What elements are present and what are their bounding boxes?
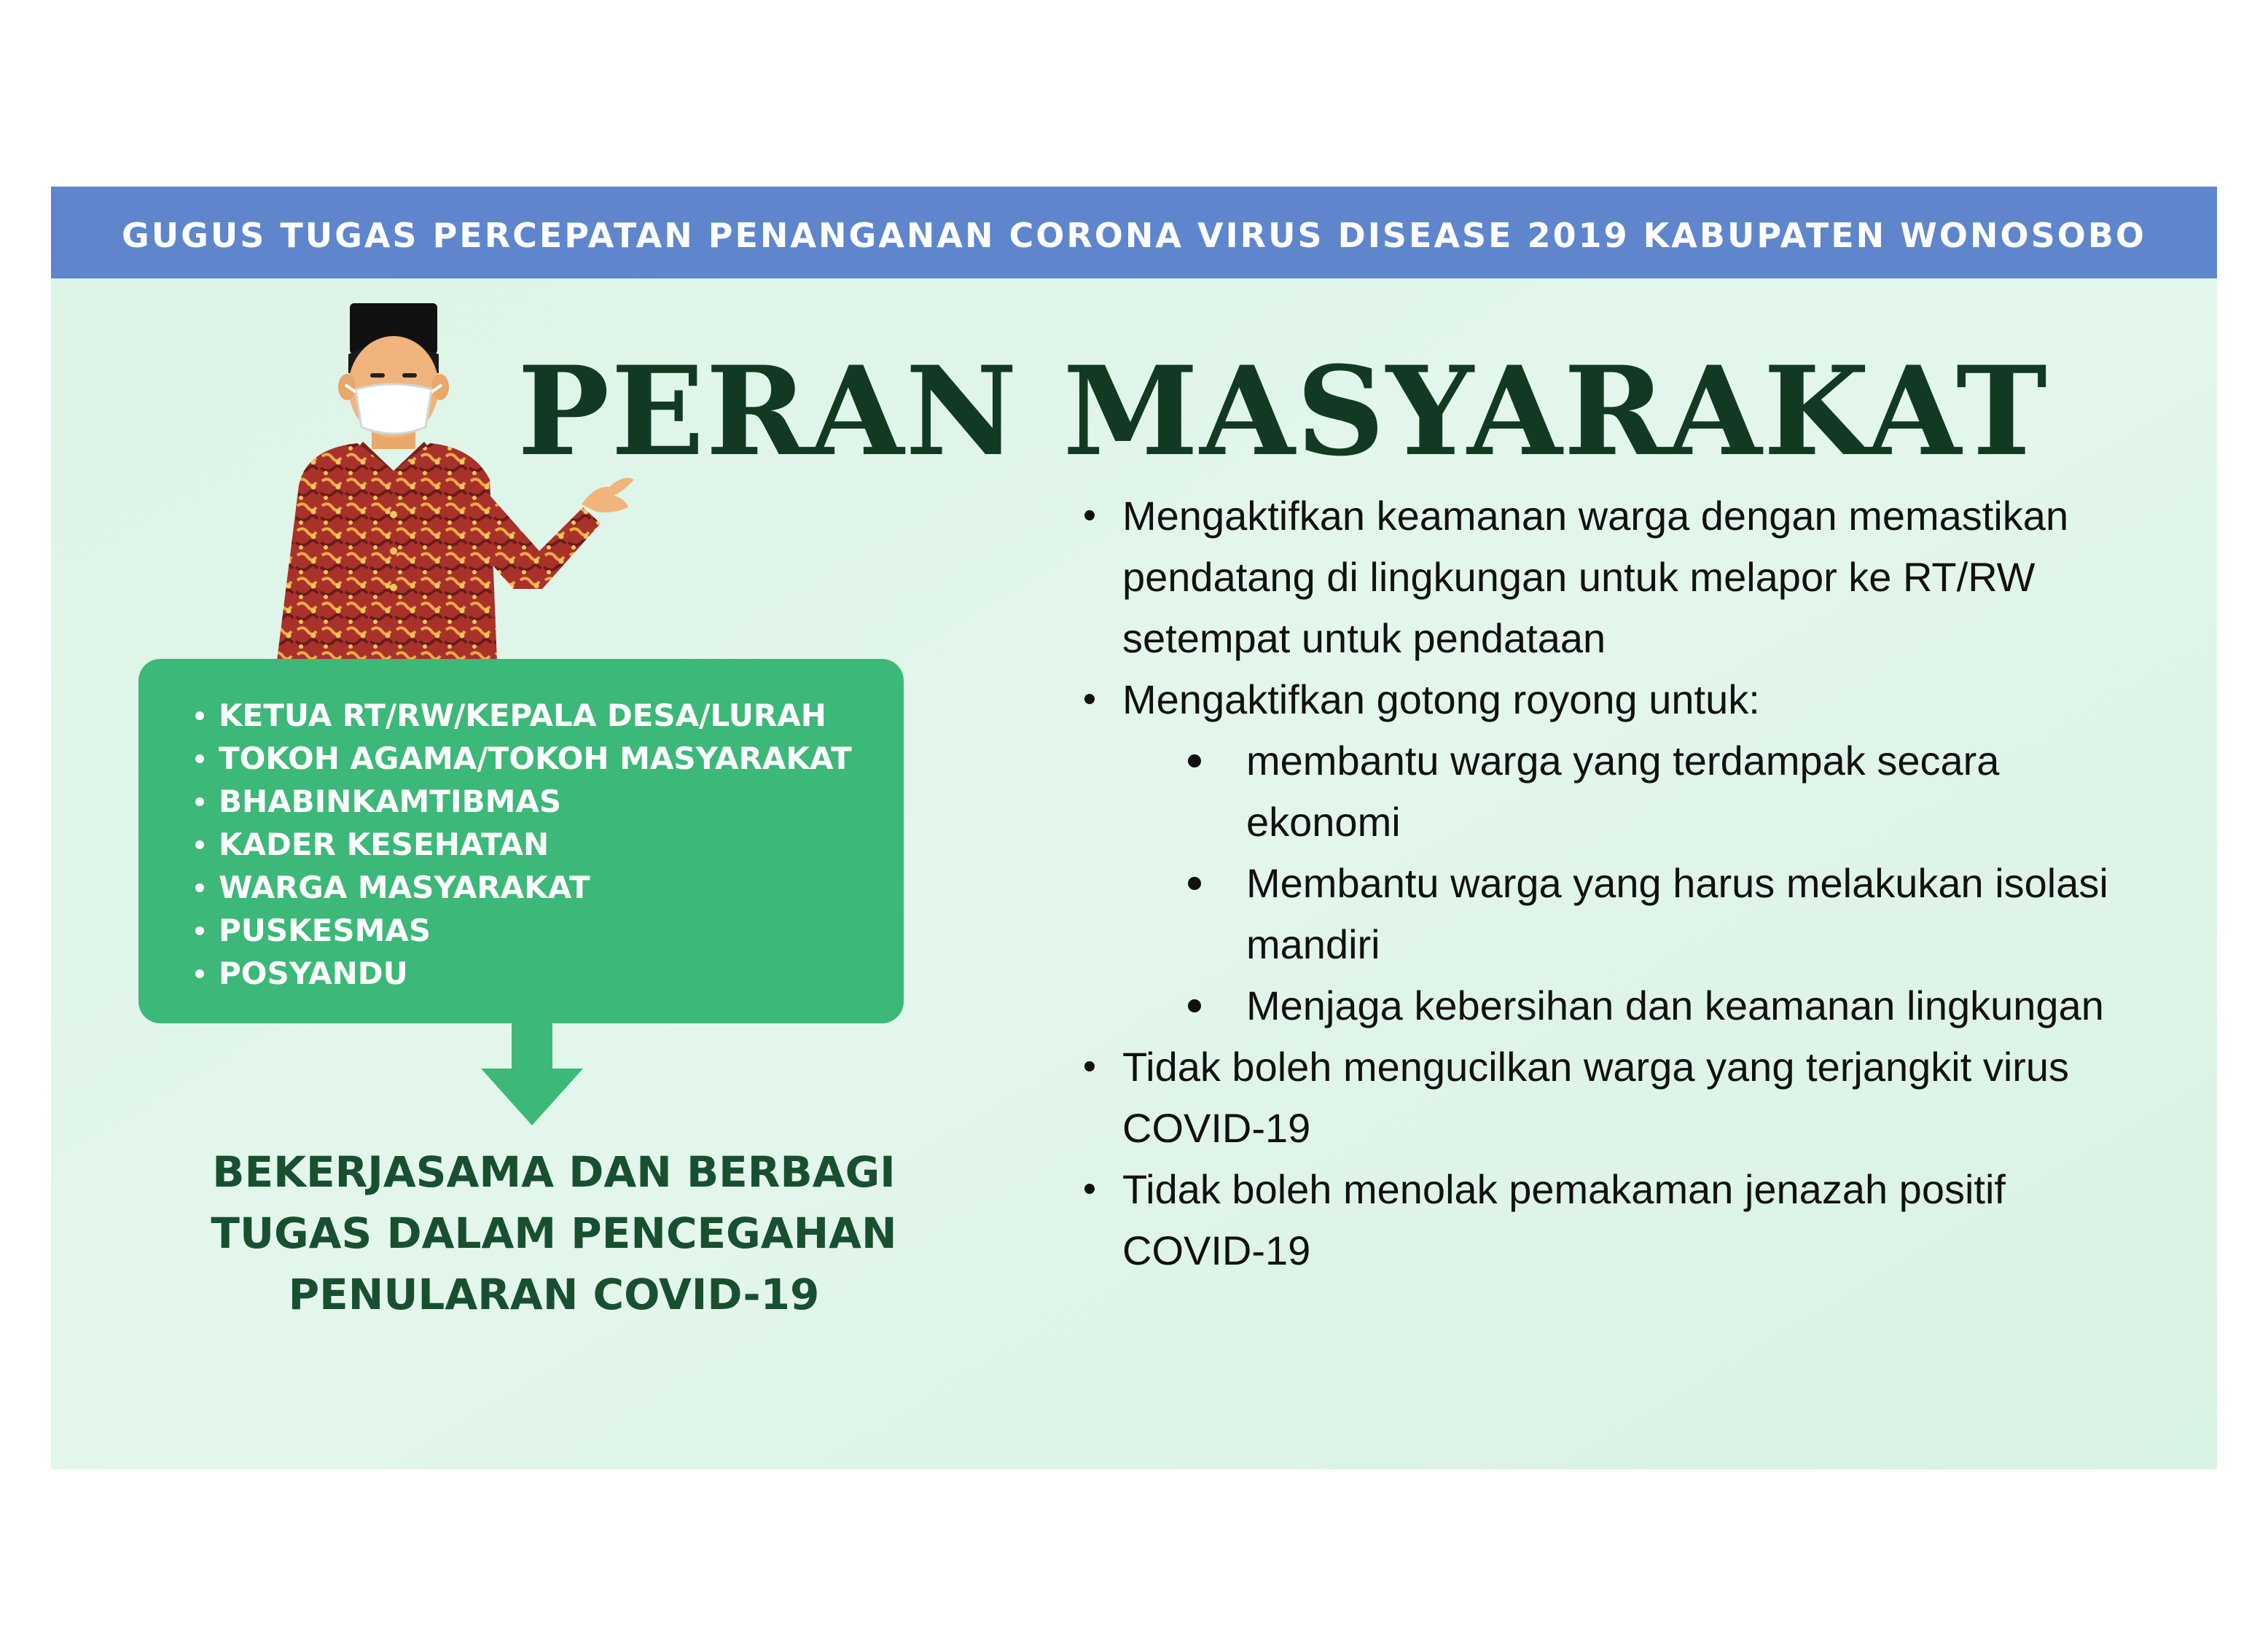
role-item xyxy=(195,780,852,823)
bullet-dot-icon xyxy=(195,754,204,763)
bullet-dot-icon xyxy=(195,926,204,935)
role-label: WARGA MASYARAKAT xyxy=(219,870,590,905)
bullet-dot-icon xyxy=(195,969,204,978)
bullet-item xyxy=(1020,485,2186,669)
role-label: KETUA RT/RW/KEPALA DESA/LURAH xyxy=(219,698,826,733)
header-text: GUGUS TUGAS PERCEPATAN PENANGANAN CORONA VIRUS DISEASE 2019 KABUPATEN WONOSOBO xyxy=(121,216,2146,255)
bullet-dot-icon xyxy=(1188,754,1201,768)
bullet-line: Mengaktifkan gotong royong untuk: xyxy=(1122,676,1760,722)
bullet-line: COVID-19 xyxy=(1122,1105,1311,1151)
bullet-line: setempat untuk pendataan xyxy=(1122,615,1606,661)
role-item xyxy=(195,909,852,952)
bullet-item xyxy=(1020,669,2186,730)
bullet-line: membantu warga yang terdampak secara xyxy=(1246,738,2000,784)
roles-box xyxy=(138,659,904,1023)
bullet-dot-icon xyxy=(195,883,204,892)
bullet-line: Tidak boleh mengucilkan warga yang terjangkit virus xyxy=(1122,1044,2070,1090)
bullet-dot-icon xyxy=(195,711,204,720)
sub-bullet-item xyxy=(1020,730,2186,853)
bullet-list xyxy=(1020,485,2186,1281)
header-band xyxy=(51,187,2217,278)
conclusion-line: BEKERJASAMA DAN BERBAGI xyxy=(212,1147,896,1197)
page-title: PERAN MASYARAKAT xyxy=(517,339,2049,483)
bullet-item xyxy=(1020,1036,2186,1159)
bullet-line: Tidak boleh menolak pemakaman jenazah positif xyxy=(1122,1166,2006,1212)
bullet-line: Mengaktifkan keamanan warga dengan memastikan xyxy=(1122,493,2069,539)
bullet-line: ekonomi xyxy=(1246,799,1401,845)
role-label: POSYANDU xyxy=(219,956,408,991)
bullet-dot-icon xyxy=(1084,1061,1095,1071)
roles-list xyxy=(195,694,852,995)
role-item xyxy=(195,866,852,909)
bullet-line: pendatang di lingkungan untuk melapor ke RT/RW xyxy=(1122,554,2036,600)
bullet-dot-icon xyxy=(1188,999,1201,1012)
bullet-dot-icon xyxy=(1188,877,1201,890)
bullet-line: COVID-19 xyxy=(1122,1227,1311,1273)
role-item xyxy=(195,737,852,780)
bullet-item xyxy=(1020,1159,2186,1281)
role-item xyxy=(195,952,852,995)
conclusion-text xyxy=(124,1141,984,1325)
poster xyxy=(51,187,2217,1469)
bullet-dot-icon xyxy=(1084,1184,1095,1194)
role-label: KADER KESEHATAN xyxy=(219,827,550,862)
role-label: BHABINKAMTIBMAS xyxy=(219,784,562,819)
bullet-dot-icon xyxy=(195,797,204,806)
role-label: PUSKESMAS xyxy=(219,913,431,948)
arrow-down-icon xyxy=(474,1018,590,1134)
role-item xyxy=(195,694,852,737)
bullet-dot-icon xyxy=(1084,510,1095,520)
sub-bullet-item xyxy=(1020,853,2186,975)
conclusion-line: TUGAS DALAM PENCEGAHAN xyxy=(211,1208,897,1258)
role-item xyxy=(195,823,852,866)
bullet-line: mandiri xyxy=(1246,921,1380,967)
conclusion-line: PENULARAN COVID-19 xyxy=(288,1270,820,1319)
role-label: TOKOH AGAMA/TOKOH MASYARAKAT xyxy=(219,741,852,776)
bullet-line: Menjaga kebersihan dan keamanan lingkungan xyxy=(1246,983,2104,1028)
bullet-line: Membantu warga yang harus melakukan isolasi xyxy=(1246,860,2108,906)
bullet-dot-icon xyxy=(1084,694,1095,704)
sub-bullet-item xyxy=(1020,975,2186,1036)
bullet-dot-icon xyxy=(195,840,204,849)
